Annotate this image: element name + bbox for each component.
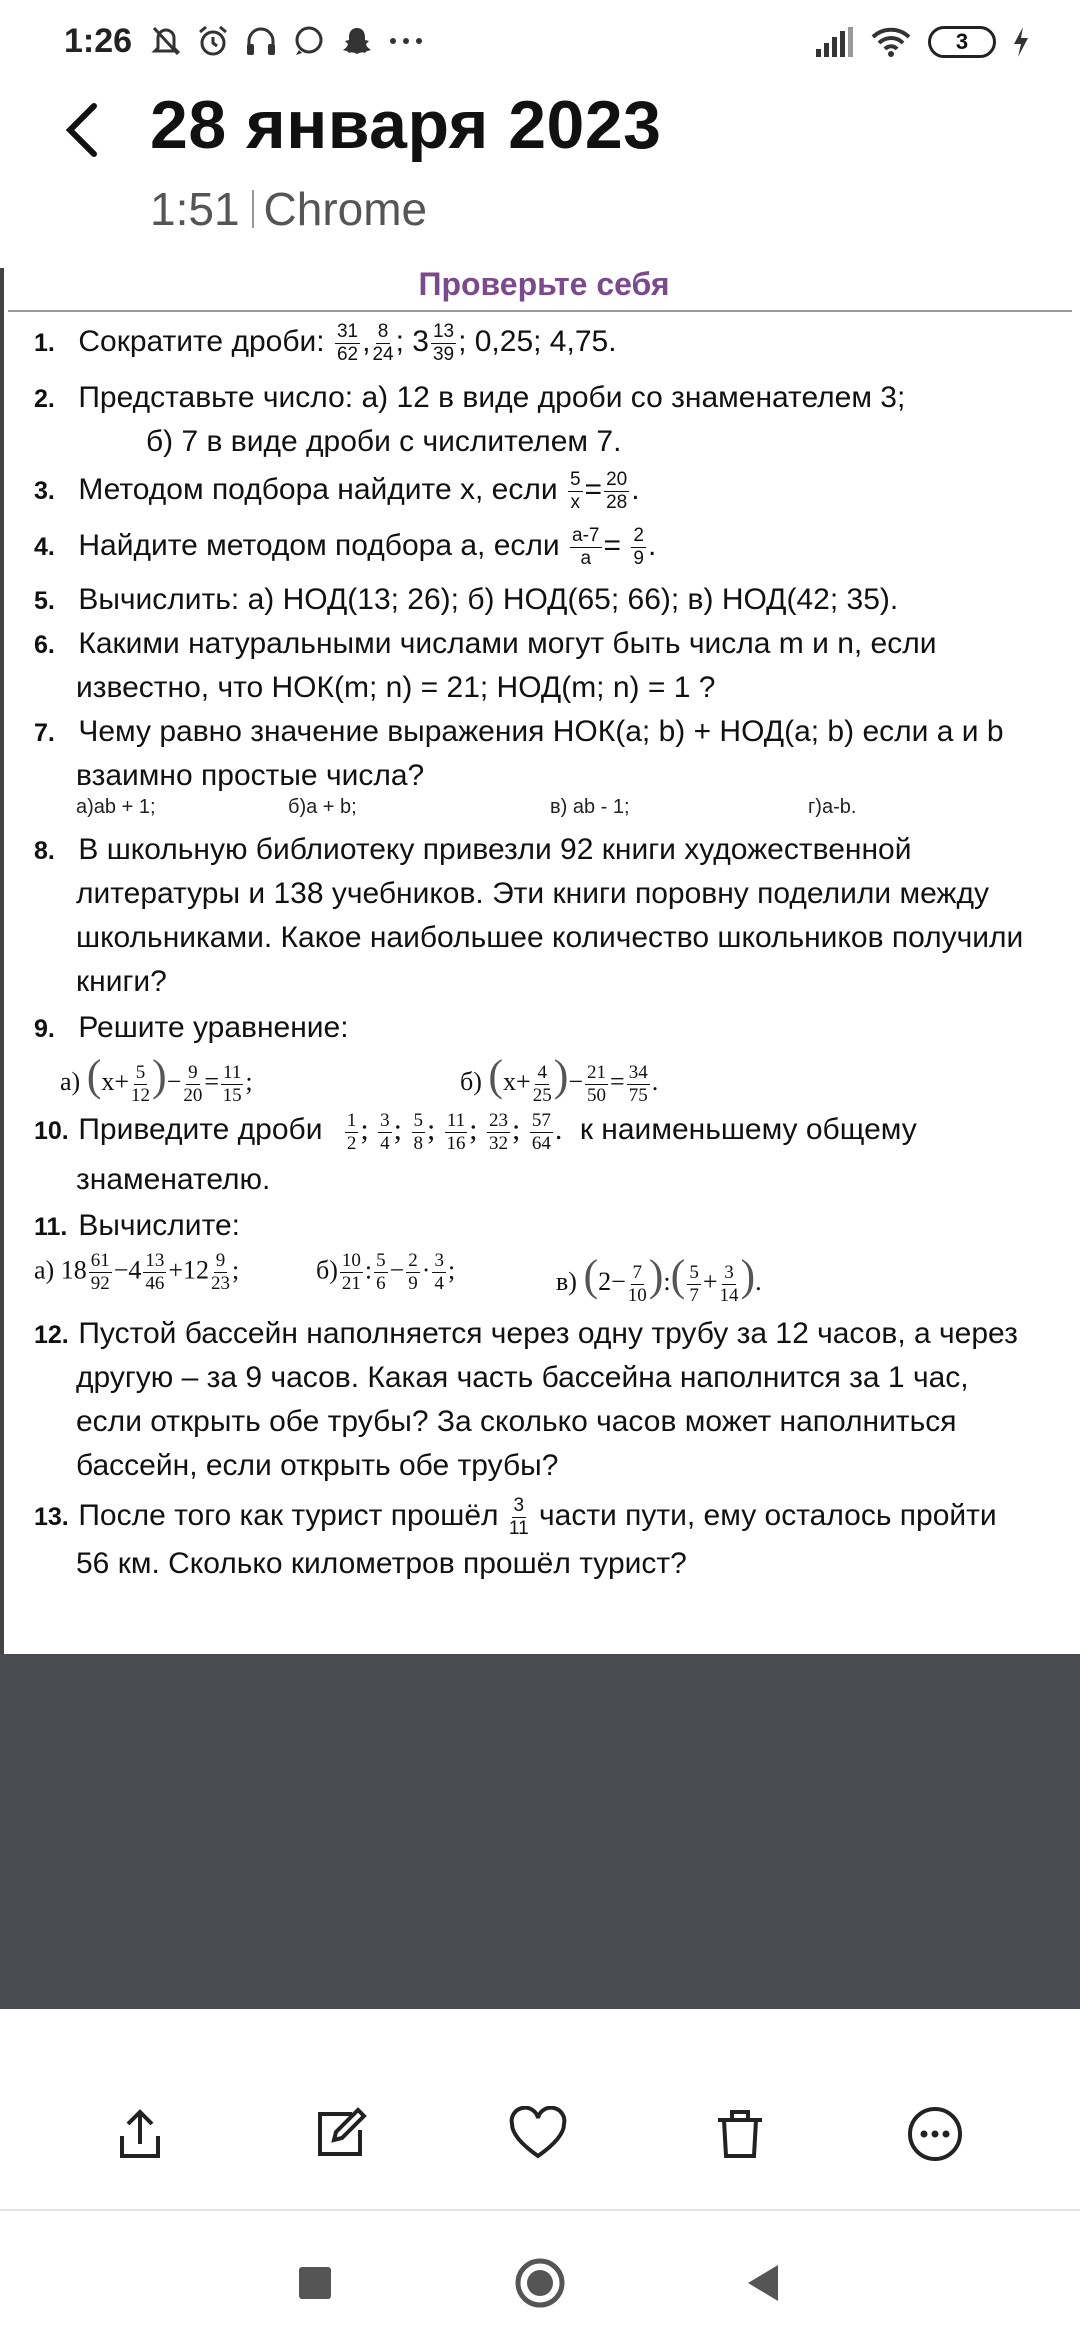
more-notifications-icon: [388, 35, 424, 47]
task-5: [34, 578, 898, 623]
fraction-numerator: 1: [346, 1109, 357, 1131]
share-button[interactable]: [105, 2099, 175, 2169]
task-text: к наименьшему общему: [579, 1113, 917, 1146]
option-a: а)ab + 1;: [76, 796, 156, 818]
task-text: Вычислить: а) НОД(13; 26); б) НОД(65; 66); в) НОД(42; 35).: [78, 583, 899, 616]
fraction-denominator: 32: [489, 1132, 508, 1154]
task-12: [34, 1312, 1018, 1357]
chevron-left-icon: [62, 100, 102, 160]
task-8-line-4: книги?: [76, 965, 167, 998]
back-nav-button[interactable]: [732, 2253, 792, 2313]
edit-icon: [312, 2106, 368, 2162]
task-2-line-2: б) 7 в виде дроби с числителем 7.: [146, 425, 622, 458]
task-4: 4. Найдите методом подбора а, если $\frac{a-7}{a}$ = $\frac{2}{9}$ .: [34, 524, 657, 569]
task-text: Представьте число: а) 12 в виде дроби со знаменателем 3;: [78, 381, 906, 414]
task-text: части пути, ему осталось пройти: [539, 1499, 997, 1532]
expression-label: в): [556, 1267, 577, 1296]
fraction-numerator: 57: [531, 1109, 551, 1131]
home-button[interactable]: [510, 2253, 570, 2313]
edit-button[interactable]: [305, 2099, 375, 2169]
task-13-line-2: 56 км. Сколько километров прошёл турист?: [76, 1547, 687, 1580]
task-number: 5.: [34, 587, 55, 615]
equation-label: а): [60, 1067, 81, 1096]
snapchat-icon: [340, 24, 374, 58]
fraction-numerator: 2: [633, 524, 644, 546]
viewer-header: [0, 80, 1080, 270]
task-6: [34, 622, 937, 667]
task-8-line-3: школьниками. Какое наибольшее количество школьников получили: [76, 921, 1024, 954]
more-icon: [905, 2104, 965, 2164]
expression-a: а) 18 $\frac{61}{92}$ −4 $\frac{13}{46}$ +12 $\frac{9}{23}$ ;: [34, 1250, 240, 1294]
image-info: [150, 182, 427, 236]
task-12-line-4: бассейн, если открыть обе трубы?: [76, 1449, 559, 1482]
option-c: в) ab - 1;: [550, 796, 630, 818]
fraction-denominator: 4: [380, 1132, 390, 1154]
task-number: 2.: [34, 385, 55, 413]
fraction-numerator: a-7: [572, 524, 600, 546]
fraction-numerator: 20: [606, 468, 628, 490]
task-13: [34, 1494, 997, 1540]
task-text: ; 0,25; 4,75.: [458, 325, 617, 358]
expression-b: б) $\frac{10}{21}$ : $\frac{5}{6}$ − $\frac{2}{9}$ · $\frac{3}{4}$ ;: [316, 1250, 456, 1294]
fraction-denominator: a: [580, 547, 592, 569]
fraction-numerator: 8: [377, 320, 389, 342]
task-10-line-2: знаменателю.: [76, 1163, 271, 1196]
task-text: Найдите методом подбора а, если: [78, 529, 560, 562]
delete-icon: [712, 2106, 768, 2162]
task-text: После того как турист прошёл: [78, 1499, 499, 1532]
source-app: Chrome: [263, 183, 428, 235]
fraction-denominator: 16: [446, 1132, 466, 1154]
task-2: [34, 376, 905, 421]
separator: [252, 190, 254, 228]
status-bar: [0, 0, 1080, 90]
option-d: г)a-b.: [808, 796, 857, 818]
headphones-icon: [244, 24, 278, 58]
more-button[interactable]: [900, 2099, 970, 2169]
expression-c: в) (2− $\frac{7}{10}$ ):( $\frac{5}{7}$ + $\frac{3}{14}$ ).: [556, 1251, 762, 1306]
task-text: Решите уравнение:: [78, 1011, 349, 1044]
task-text: Чему равно значение выражения НОК(a; b) + НОД(a; b) если a и b: [78, 715, 1004, 748]
task-text: Вычислите:: [78, 1209, 240, 1242]
task-7: [34, 710, 1004, 755]
fraction-denominator: 2: [346, 1132, 357, 1154]
task-number: 9.: [34, 1015, 55, 1043]
system-navigation-bar: [0, 2211, 1080, 2340]
task-12-line-2: другую – за 9 часов. Какая часть бассейна наполнится за 1 час,: [76, 1361, 969, 1394]
delete-button[interactable]: [705, 2099, 775, 2169]
equation-b: б) (x+ $\frac{4}{25}$ )− $\frac{21}{50}$ = $\frac{34}{75}$ .: [460, 1051, 659, 1106]
fraction-numerator: 3: [513, 1494, 525, 1516]
task-3: 3. Методом подбора найдите x, если $\frac{5}{x}$ = $\frac{20}{28}$ .: [34, 468, 640, 513]
task-8: [34, 828, 911, 873]
task-1: 1. Сократите дроби: $\frac{31}{62}$ , $\frac{8}{24}$ ; 3 $\frac{13}{39}$ ; 0,25; 4,75.: [34, 320, 617, 365]
fraction-denominator: 24: [372, 343, 394, 365]
fraction-numerator: 23: [489, 1109, 508, 1131]
task-7-line-2: взаимно простые числа?: [76, 759, 425, 792]
task-11: [34, 1204, 240, 1249]
equation-a: а) (x+ $\frac{5}{12}$ )− $\frac{9}{20}$ = $\frac{11}{15}$ ;: [60, 1051, 253, 1106]
task-number: 8.: [34, 837, 55, 865]
fraction-numerator: 31: [336, 320, 359, 342]
task-text: Приведите дроби: [78, 1113, 323, 1146]
task-number: 12.: [34, 1321, 69, 1349]
task-text: Какими натуральными числами могут быть числа m и n, если: [78, 627, 937, 660]
whatsapp-icon: [292, 24, 326, 58]
page-title: 28 января 2023: [150, 87, 662, 163]
signal-icon: [814, 27, 854, 57]
mixed-whole: 3: [412, 325, 429, 358]
alarm-icon: [196, 24, 230, 58]
status-time: 1:26: [64, 22, 133, 60]
task-text: Сократите дроби:: [78, 325, 325, 358]
task-number: 13.: [34, 1503, 69, 1531]
equation-label: б): [460, 1067, 482, 1096]
task-number: 6.: [34, 631, 55, 659]
back-triangle-icon: [744, 2263, 780, 2303]
task-text: Методом подбора найдите x, если: [78, 473, 558, 506]
task-8-line-2: литературы и 138 учебников. Эти книги поровну поделили между: [76, 877, 989, 910]
task-number: 4.: [34, 533, 55, 561]
doc-title: Проверьте себя: [418, 266, 670, 302]
task-number: 11.: [34, 1213, 68, 1241]
task-number: 3.: [34, 477, 55, 505]
recents-button[interactable]: [285, 2253, 345, 2313]
task-text: Пустой бассейн наполняется через одну трубу за 12 часов, а через: [78, 1317, 1018, 1350]
option-b: б)a + b;: [288, 796, 357, 818]
task-number: 7.: [34, 719, 55, 747]
heart-icon: [508, 2106, 568, 2162]
fraction-numerator: 3: [380, 1109, 390, 1131]
expression-label: а): [34, 1255, 55, 1285]
fraction-denominator: 9: [633, 547, 644, 569]
home-icon: [514, 2257, 566, 2309]
recents-icon: [298, 2266, 332, 2300]
share-icon: [112, 2106, 168, 2162]
capture-time: 1:51: [150, 183, 240, 235]
favorite-button[interactable]: [503, 2099, 573, 2169]
fraction-numerator: 5: [413, 1109, 424, 1131]
back-button[interactable]: [62, 100, 122, 190]
fraction-denominator: 11: [508, 1517, 529, 1539]
task-9: [34, 1006, 349, 1051]
task-number: 1.: [34, 329, 55, 357]
task-number: 10.: [34, 1117, 69, 1145]
task-text: В школьную библиотеку привезли 92 книги художественной: [78, 833, 912, 866]
bottom-toolbar: [0, 2009, 1080, 2209]
fraction-numerator: 11: [446, 1109, 466, 1131]
task-12-line-3: если открыть обе трубы? За сколько часов может наполниться: [76, 1405, 957, 1438]
task-6-line-2: известно, что НОК(m; n) = 21; НОД(m; n) = 1 ?: [76, 671, 716, 704]
charging-icon: [1012, 27, 1030, 57]
wifi-icon: [870, 26, 912, 58]
fraction-numerator: 13: [432, 320, 455, 342]
fraction-denominator: 64: [531, 1132, 551, 1154]
mute-notifications-icon: [150, 24, 182, 58]
fraction-denominator: 62: [336, 343, 359, 365]
expression-label: б): [316, 1255, 338, 1285]
viewer-background: [0, 1654, 1080, 2009]
fraction-numerator: 5: [569, 468, 581, 490]
fraction-denominator: 39: [432, 343, 455, 365]
task-10: 10. Приведите дроби $\frac{1}{2}$ ; $\frac{3}{4}$ ; $\frac{5}{8}$ ; $\frac{11}{16}$ ; $\frac{23}{32}$ ; $\frac{57}{64}$ . к наименьшему общему: [34, 1109, 917, 1154]
fraction-denominator: 28: [606, 491, 628, 513]
screenshot-image[interactable]: [0, 268, 1080, 1654]
battery-indicator: 3: [928, 26, 996, 58]
fraction-denominator: 8: [413, 1132, 424, 1154]
fraction-denominator: x: [570, 491, 580, 513]
